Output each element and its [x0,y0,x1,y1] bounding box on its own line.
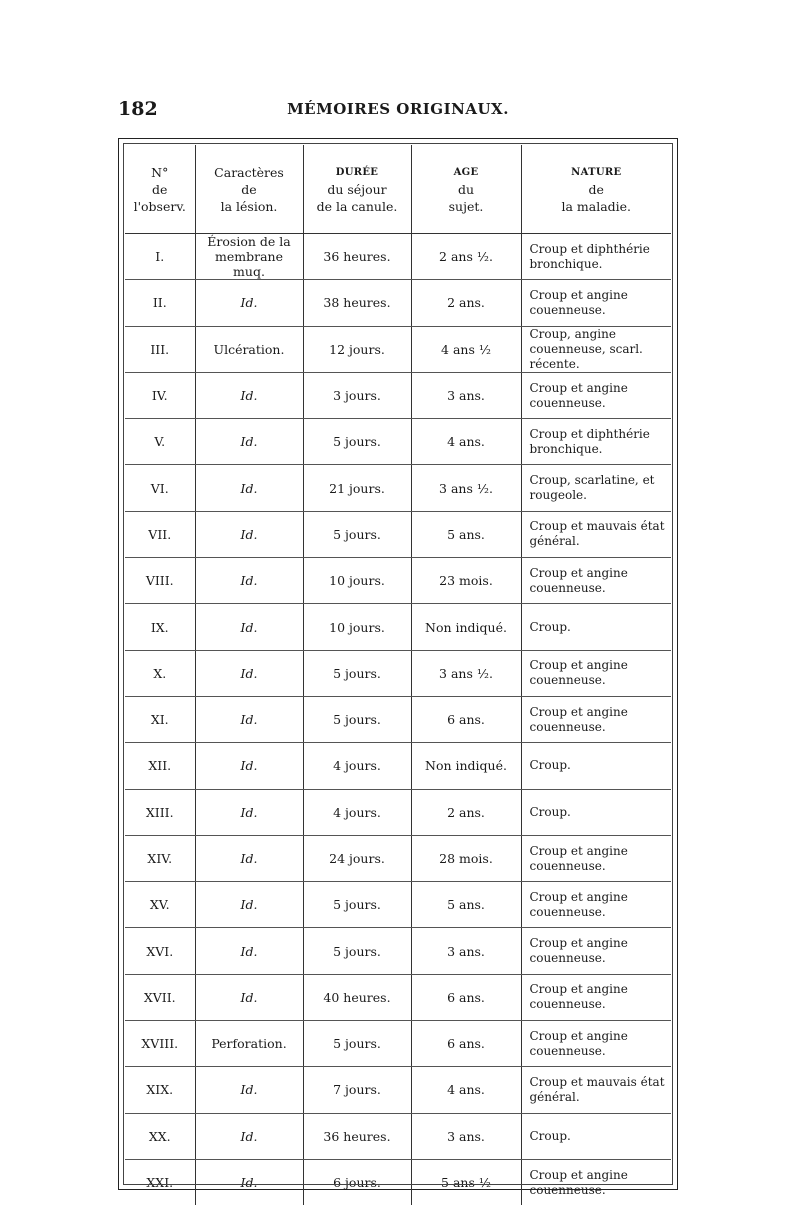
cell-age: 4 ans. [411,419,521,465]
cell-observation-number: X. [125,650,195,696]
cell-duree: 12 jours. [303,326,411,372]
cell-duree: 7 jours. [303,1067,411,1113]
cell-observation-number: IV. [125,372,195,418]
cell-age: 6 ans. [411,974,521,1020]
cell-nature: Croup et angine couenneuse. [521,835,671,881]
table-row [125,326,671,372]
cell-duree: 10 jours. [303,604,411,650]
cell-lesion: Id. [195,511,303,557]
table-row [125,650,671,696]
table-row [125,419,671,465]
column-header-observation [125,145,195,234]
cell-age: 2 ans. [411,789,521,835]
cell-duree: 4 jours. [303,789,411,835]
table-row [125,835,671,881]
cell-nature: Croup et diphthérie bronchique. [521,234,671,280]
header-line: de la canule. [316,198,398,214]
table-header-row [125,145,671,234]
cell-age: 23 mois. [411,558,521,604]
cell-observation-number: XV. [125,882,195,928]
table-row [125,696,671,742]
header-line: la maladie. [561,198,632,214]
cell-observation-number: VI. [125,465,195,511]
cell-age: 28 mois. [411,835,521,881]
cell-nature: Croup et angine couenneuse. [521,882,671,928]
cell-observation-number: VII. [125,511,195,557]
cell-duree: 36 heures. [303,234,411,280]
column-header-age [411,145,521,234]
cell-observation-number: V. [125,419,195,465]
cell-duree: 38 heures. [303,280,411,326]
observations-table [125,145,671,1205]
cell-observation-number: XVI. [125,928,195,974]
cell-nature: Croup et angine couenneuse. [521,1159,671,1205]
header-line: N° [151,164,169,180]
cell-duree: 24 jours. [303,835,411,881]
cell-age: 3 ans ½. [411,465,521,511]
cell-nature: Croup et angine couenneuse. [521,372,671,418]
cell-nature: Croup. [521,604,671,650]
header-line: du [457,181,475,197]
cell-lesion: Id. [195,280,303,326]
cell-nature: Croup et angine couenneuse. [521,280,671,326]
cell-nature: Croup et angine couenneuse. [521,696,671,742]
table-row [125,974,671,1020]
cell-duree: 5 jours. [303,650,411,696]
cell-lesion: Id. [195,696,303,742]
cell-age: 2 ans ½. [411,234,521,280]
cell-observation-number: I. [125,234,195,280]
cell-nature: Croup et mauvais état général. [521,511,671,557]
cell-age: 3 ans. [411,372,521,418]
cell-age: 5 ans. [411,511,521,557]
table-row [125,558,671,604]
table-row [125,882,671,928]
cell-duree: 10 jours. [303,558,411,604]
header-line: AGE [453,166,479,178]
cell-nature: Croup. [521,1113,671,1159]
table-body [125,234,671,1206]
table-row [125,1113,671,1159]
cell-nature: Croup et mauvais état général. [521,1067,671,1113]
header-line: de [241,181,257,197]
header-line: la lésion. [220,198,278,214]
cell-age: 3 ans. [411,928,521,974]
cell-duree: 5 jours. [303,928,411,974]
cell-nature: Croup et diphthérie bronchique. [521,419,671,465]
cell-duree: 5 jours. [303,511,411,557]
page-header [118,98,678,128]
table-row [125,743,671,789]
column-header-lesion [195,145,303,234]
cell-nature: Croup et angine couenneuse. [521,928,671,974]
cell-nature: Croup et angine couenneuse. [521,558,671,604]
cell-observation-number: XI. [125,696,195,742]
header-line: de [588,181,604,197]
cell-age: Non indiqué. [411,604,521,650]
cell-lesion: Id. [195,928,303,974]
cell-lesion: Id. [195,558,303,604]
cell-lesion: Id. [195,1113,303,1159]
cell-observation-number: XX. [125,1113,195,1159]
cell-age: 3 ans. [411,1113,521,1159]
cell-duree: 5 jours. [303,696,411,742]
cell-observation-number: XIV. [125,835,195,881]
cell-age: 6 ans. [411,1021,521,1067]
cell-nature: Croup, angine couenneuse, scarl. récente. [521,326,671,372]
cell-nature: Croup et angine couenneuse. [521,650,671,696]
table-row [125,1021,671,1067]
cell-observation-number: VIII. [125,558,195,604]
cell-duree: 6 jours. [303,1159,411,1205]
cell-duree: 3 jours. [303,372,411,418]
cell-nature: Croup. [521,743,671,789]
cell-age: 3 ans ½. [411,650,521,696]
header-line: DURÉE [335,166,379,178]
cell-age: 4 ans. [411,1067,521,1113]
cell-lesion: Ulcération. [195,326,303,372]
cell-observation-number: III. [125,326,195,372]
cell-lesion: Érosion de la membrane muq. [195,234,303,280]
table-row [125,280,671,326]
cell-lesion: Id. [195,419,303,465]
cell-observation-number: XII. [125,743,195,789]
cell-lesion: Id. [195,465,303,511]
table-row [125,234,671,280]
cell-duree: 4 jours. [303,743,411,789]
table-frame [118,138,678,1197]
header-line: du séjour [327,181,387,197]
cell-nature: Croup, scarlatine, et rougeole. [521,465,671,511]
cell-duree: 5 jours. [303,1021,411,1067]
table-row [125,1159,671,1205]
cell-lesion: Id. [195,882,303,928]
cell-age: 5 ans. [411,882,521,928]
header-line: Caractères [214,164,284,180]
cell-duree: 5 jours. [303,419,411,465]
table-row [125,604,671,650]
cell-lesion: Id. [195,604,303,650]
cell-age: 6 ans. [411,696,521,742]
header-line: de [152,181,168,197]
cell-observation-number: XIX. [125,1067,195,1113]
header-line: NATURE [571,166,622,178]
cell-age: Non indiqué. [411,743,521,789]
table-row [125,1067,671,1113]
cell-observation-number: XXI. [146,1175,174,1191]
cell-nature: Croup et angine couenneuse. [521,974,671,1020]
cell-lesion: Id. [195,650,303,696]
table-row [125,789,671,835]
cell-lesion: Id. [195,789,303,835]
cell-observation-number: XVII. [125,974,195,1020]
table-row [125,928,671,974]
table-row [125,465,671,511]
cell-observation-number: XIII. [125,789,195,835]
cell-lesion: Id. [195,743,303,789]
table-row [125,372,671,418]
cell-lesion: Id. [195,1067,303,1113]
header-line: sujet. [448,198,484,214]
cell-duree: 5 jours. [303,882,411,928]
cell-observation-number: II. [125,280,195,326]
cell-age: 4 ans ½ [411,326,521,372]
running-title: MÉMOIRES ORIGINAUX. [287,100,509,118]
column-header-nature [521,145,671,234]
page-number: 182 [118,98,158,120]
cell-nature: Croup. [521,789,671,835]
cell-age: 5 ans ½ [411,1159,521,1205]
header-line: l'observ. [133,198,186,214]
cell-lesion: Id. [195,974,303,1020]
cell-lesion: Perforation. [195,1021,303,1067]
cell-lesion: Id. [195,835,303,881]
table-row [125,511,671,557]
column-header-duree [303,145,411,234]
cell-duree: 40 heures. [303,974,411,1020]
cell-lesion: Id. [195,372,303,418]
cell-age: 2 ans. [411,280,521,326]
cell-observation-number: XVIII. [125,1021,195,1067]
cell-observation-number: IX. [125,604,195,650]
cell-nature: Croup et angine couenneuse. [521,1021,671,1067]
cell-duree: 21 jours. [303,465,411,511]
cell-lesion: Id. [195,1159,303,1205]
cell-duree: 36 heures. [303,1113,411,1159]
